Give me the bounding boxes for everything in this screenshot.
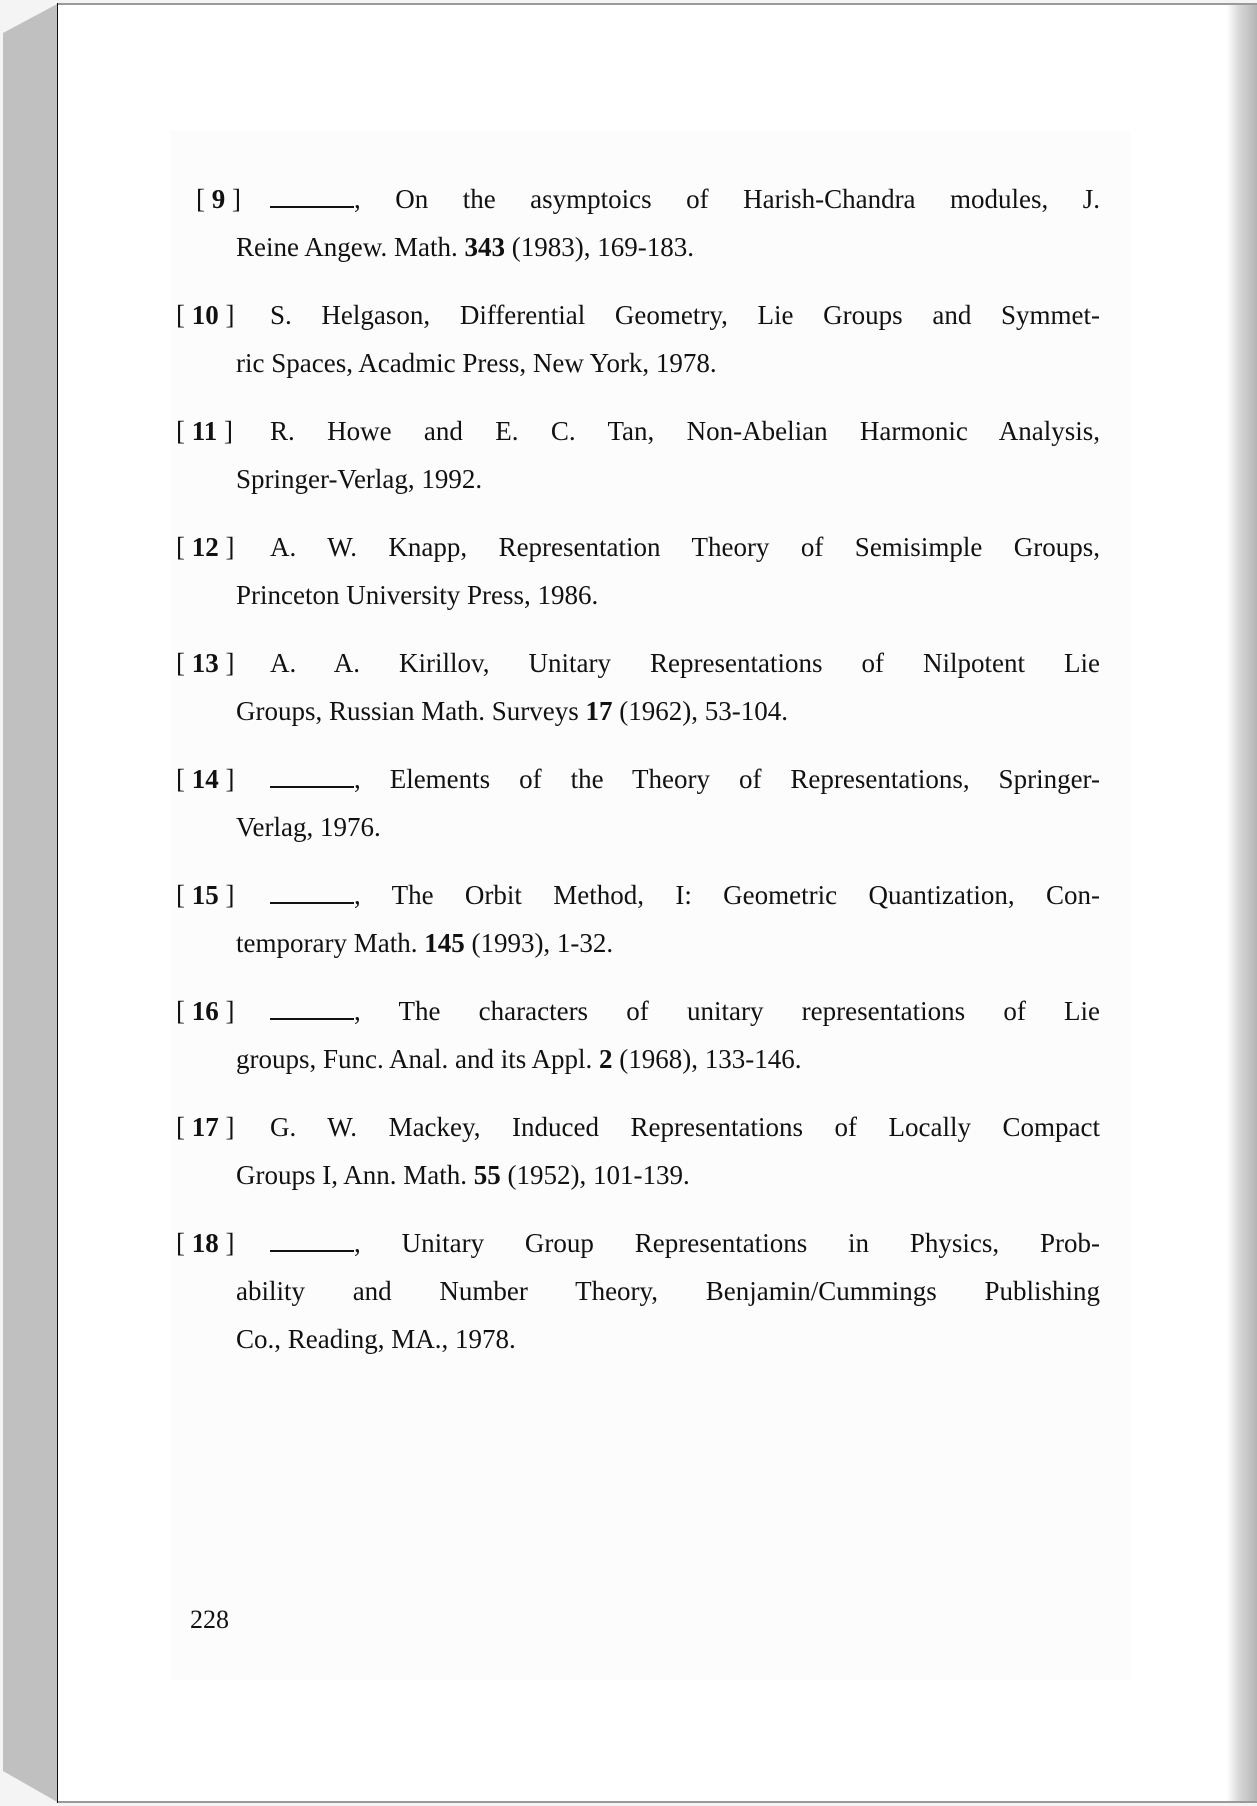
reference-entry <box>176 1103 1100 1199</box>
reference-line: R. Howe and E. C. Tan, Non-Abelian Harmonic Analysis, <box>270 416 1100 446</box>
reference-number: [ 12 ] <box>176 532 235 562</box>
ditto-rule <box>270 884 354 904</box>
page-number: 228 <box>190 1605 229 1634</box>
reference-line: Springer-Verlag, 1992. <box>236 464 483 494</box>
reference-line: , The characters of unitary representations of Lie <box>198 987 1100 1035</box>
reference-line: Groups I, Ann. Math. 55 (1952), 101-139. <box>236 1160 690 1190</box>
reference-number: [ 15 ] <box>176 880 235 910</box>
reference-line: S. Helgason, Differential Geometry, Lie Groups and Symmet- <box>270 300 1100 330</box>
reference-entry <box>176 639 1100 735</box>
reference-line: Verlag, 1976. <box>236 812 381 842</box>
volume-number: 145 <box>424 928 465 958</box>
reference-line: groups, Func. Anal. and its Appl. 2 (1968), 133-146. <box>236 1044 802 1074</box>
reference-line: temporary Math. 145 (1993), 1-32. <box>236 928 614 958</box>
ditto-rule <box>270 1232 354 1252</box>
reference-entry <box>176 987 1100 1083</box>
reference-line: Princeton University Press, 1986. <box>236 580 599 610</box>
volume-number: 17 <box>585 696 613 726</box>
reference-number: [ 14 ] <box>176 764 235 794</box>
reference-number: [ 17 ] <box>176 1112 235 1142</box>
volume-number: 2 <box>599 1044 613 1074</box>
reference-entry <box>176 407 1100 503</box>
ditto-rule <box>270 1000 354 1020</box>
reference-line: , The Orbit Method, I: Geometric Quantization, Con- <box>198 871 1100 919</box>
reference-number: [ 13 ] <box>176 648 235 678</box>
volume-number: 55 <box>473 1160 501 1190</box>
reference-entry <box>176 1219 1100 1363</box>
reference-number: [ 10 ] <box>176 300 235 330</box>
reference-line: , On the asymptoics of Harish-Chandra modules, J. <box>198 175 1100 223</box>
reference-number: [ 11 ] <box>176 416 234 446</box>
reference-entry <box>198 175 1100 271</box>
reference-line: ric Spaces, Acadmic Press, New York, 1978. <box>236 348 717 378</box>
reference-line: A. W. Knapp, Representation Theory of Semisimple Groups, <box>270 532 1100 562</box>
reference-line: , Unitary Group Representations in Physics, Prob- <box>198 1219 1100 1267</box>
reference-entry <box>176 523 1100 619</box>
reference-line: A. A. Kirillov, Unitary Representations of Nilpotent Lie <box>270 648 1100 678</box>
volume-number: 343 <box>464 232 505 262</box>
reference-line: ability and Number Theory, Benjamin/Cummings Publishing <box>236 1276 1100 1306</box>
reference-number: [ 16 ] <box>176 996 235 1026</box>
reference-line: , Elements of the Theory of Representations, Springer- <box>198 755 1100 803</box>
reference-number: [ 9 ] <box>196 184 241 214</box>
reference-number: [ 18 ] <box>176 1228 235 1258</box>
reference-line: Reine Angew. Math. 343 (1983), 169-183. <box>236 232 694 262</box>
reference-entry <box>176 291 1100 387</box>
reference-line: Groups, Russian Math. Surveys 17 (1962), 53-104. <box>236 696 788 726</box>
reference-entry <box>176 755 1100 851</box>
reference-line: Co., Reading, MA., 1978. <box>236 1324 516 1354</box>
ditto-rule <box>270 188 354 208</box>
ditto-rule <box>270 768 354 788</box>
reference-line: G. W. Mackey, Induced Representations of Locally Compact <box>270 1112 1100 1142</box>
reference-entry <box>176 871 1100 967</box>
